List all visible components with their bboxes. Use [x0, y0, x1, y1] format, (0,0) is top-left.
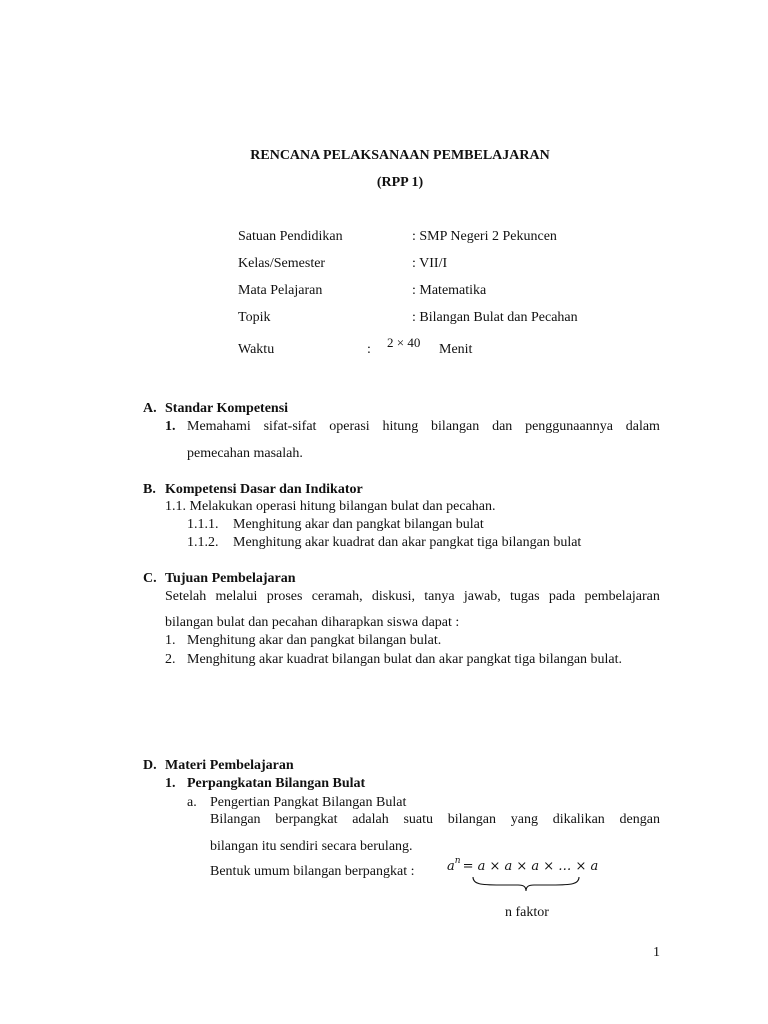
section-a-item-line: Memahami sifat-sifat operasi hitung bilangan dan penggunaannya dalam — [187, 419, 660, 434]
section-d-letter: D. — [143, 758, 157, 773]
identity-label: Satuan Pendidikan — [238, 229, 343, 244]
goal-number: 1. — [165, 633, 176, 648]
brace-label: n faktor — [505, 905, 549, 920]
identity-label: Kelas/Semester — [238, 256, 326, 271]
section-d-title: Materi Pembelajaran — [165, 758, 294, 773]
identity-label: Mata Pelajaran — [238, 283, 323, 298]
identity-value: : SMP Negeri 2 Pekuncen — [412, 229, 557, 244]
section-a-title: Standar Kompetensi — [165, 401, 289, 416]
section-b-title: Kompetensi Dasar dan Indikator — [165, 482, 363, 497]
goal-number: 2. — [165, 652, 176, 667]
indicator-number: 1.1.2. — [187, 535, 219, 550]
section-d-sub-title: Perpangkatan Bilangan Bulat — [187, 776, 366, 791]
identity-label: Topik — [238, 310, 271, 325]
section-a-letter: A. — [143, 401, 157, 416]
indicator-text: Menghitung akar kuadrat dan akar pangkat tiga bilangan bulat — [233, 535, 582, 550]
section-b-kd: 1.1. Melakukan operasi hitung bilangan bulat dan pecahan. — [165, 499, 496, 514]
definition-line: Bilangan berpangkat adalah suatu bilangan yang dikalikan dengan — [210, 812, 660, 827]
page-number: 1 — [653, 945, 660, 960]
section-d-point-letter: a. — [187, 795, 197, 810]
indicator-text: Menghitung akar dan pangkat bilangan bulat — [233, 517, 484, 532]
section-c-letter: C. — [143, 571, 157, 586]
definition-line2: bilangan itu sendiri secara berulang. — [210, 839, 413, 854]
indicator-number: 1.1.1. — [187, 517, 219, 532]
identity-value: : Bilangan Bulat dan Pecahan — [412, 310, 578, 325]
general-form-label: Bentuk umum bilangan berpangkat : — [210, 864, 415, 879]
power-formula: $a^n = a \times a \times a$ × … × a — [447, 856, 599, 874]
page-title: RENCANA PELAKSANAAN PEMBELAJARAN — [250, 148, 550, 163]
section-d-sub-number: 1. — [165, 776, 176, 791]
waktu-label: Waktu — [238, 342, 275, 357]
section-c-intro-line: Setelah melalui proses ceramah, diskusi, tanya jawab, tugas pada pembelajaran — [165, 589, 660, 604]
identity-value: : Matematika — [412, 283, 487, 298]
underbrace-icon — [470, 876, 582, 892]
section-a-item-number: 1. — [165, 419, 176, 434]
section-b-letter: B. — [143, 482, 156, 497]
waktu-unit: Menit — [439, 342, 473, 357]
waktu-formula: 2 × 40 — [387, 335, 421, 350]
goal-text: Menghitung akar kuadrat bilangan bulat dan akar pangkat tiga bilangan bulat. — [187, 652, 623, 667]
section-c-title: Tujuan Pembelajaran — [165, 571, 296, 586]
goal-text: Menghitung akar dan pangkat bilangan bulat. — [187, 633, 442, 648]
section-a-item-line2: pemecahan masalah. — [187, 446, 303, 461]
section-d-point-title: Pengertian Pangkat Bilangan Bulat — [210, 795, 407, 810]
waktu-colon: : — [367, 342, 371, 357]
identity-value: : VII/I — [412, 256, 448, 271]
page-subtitle: (RPP 1) — [376, 175, 424, 190]
section-c-intro-line2: bilangan bulat dan pecahan diharapkan siswa dapat : — [165, 615, 460, 630]
